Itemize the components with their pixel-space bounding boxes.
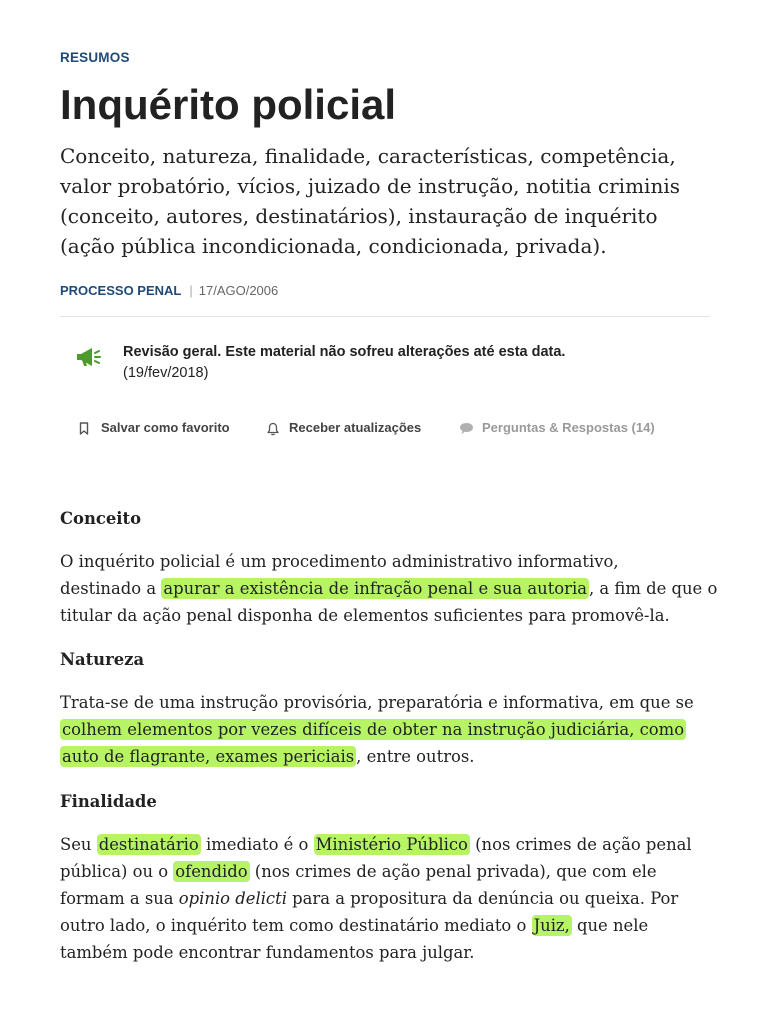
bookmark-icon: [78, 422, 90, 435]
paragraph-finalidade: [60, 831, 720, 966]
section-heading-finalidade: Finalidade: [60, 792, 157, 811]
text-run: imediato é o: [200, 835, 314, 854]
text-run: Seu: [60, 835, 97, 854]
highlight: Juiz,: [533, 916, 570, 935]
paragraph-natureza: [60, 689, 720, 770]
section-heading-conceito: Conceito: [60, 509, 142, 528]
paragraph-conceito: [60, 548, 720, 629]
notice-date: (19/fev/2018): [123, 365, 209, 381]
receive-updates-label: Receber atualizações: [289, 420, 422, 435]
text-line: [60, 716, 720, 743]
save-favorite-label: Salvar como favorito: [101, 420, 230, 435]
publish-date: 17/AGO/2006: [198, 283, 279, 298]
text-run: para a propositura da denúncia ou queixa. Por: [286, 889, 679, 908]
article-meta: [60, 282, 278, 300]
text-line: [60, 885, 720, 912]
notice-text: [123, 342, 683, 384]
text-run: outro lado, o inquérito tem como destinatário mediato o: [60, 916, 532, 935]
text-line: titular da ação penal disponha de elementos suficientes para promovê-la.: [60, 606, 670, 625]
section-heading-natureza: Natureza: [60, 650, 145, 669]
section-kicker[interactable]: RESUMOS: [60, 50, 130, 65]
highlight: auto de flagrante, exames periciais: [62, 747, 355, 766]
text-line: [60, 831, 720, 858]
meta-separator: |: [189, 283, 193, 298]
text-line: [60, 575, 720, 602]
text-line: [60, 743, 720, 770]
text-run: pública) ou o: [60, 862, 174, 881]
highlight: apurar a existência de infração penal e sua autoria: [163, 579, 587, 598]
highlight: destinatário: [98, 835, 199, 854]
notice-title: Revisão geral. Este material não sofreu alterações até esta data.: [123, 344, 566, 360]
megaphone-icon: [74, 346, 102, 368]
page-title: Inquérito policial: [60, 81, 397, 128]
page-subtitle: Conceito, natureza, finalidade, características, competência, valor probatório, vícios, juizado de instrução, notitia criminis (conceito, autores, destinatários), instauração de inquérito (ação pública incondicionada, condicionada, privada).: [60, 144, 680, 258]
text-run: (nos crimes de ação penal: [469, 835, 692, 854]
highlight: colhem elementos por vezes difíceis de obter na instrução judiciária, como: [62, 720, 685, 739]
text-run: formam a sua: [60, 889, 179, 908]
text-run: destinado a: [60, 579, 162, 598]
text-run: (nos crimes de ação penal privada), que com ele: [249, 862, 657, 881]
text-line: O inquérito policial é um procedimento administrativo informativo,: [60, 552, 619, 571]
highlight: ofendido: [175, 862, 248, 881]
text-run: , entre outros.: [356, 747, 475, 766]
highlight: Ministério Público: [315, 835, 468, 854]
qa-label: Perguntas & Respostas (14): [482, 420, 655, 435]
speech-bubble-icon: [459, 422, 474, 435]
header-divider: [60, 316, 710, 317]
text-run: que nele: [571, 916, 649, 935]
italic-term: opinio delicti: [178, 889, 287, 908]
text-line: Trata-se de uma instrução provisória, preparatória e informativa, em que se: [60, 693, 694, 712]
text-line: [60, 912, 720, 939]
text-line: também pode encontrar fundamentos para julgar.: [60, 943, 475, 962]
bell-icon: [266, 422, 280, 436]
text-run: , a fim de que o: [589, 579, 718, 598]
category-link[interactable]: PROCESSO PENAL: [60, 283, 182, 298]
text-line: [60, 858, 720, 885]
